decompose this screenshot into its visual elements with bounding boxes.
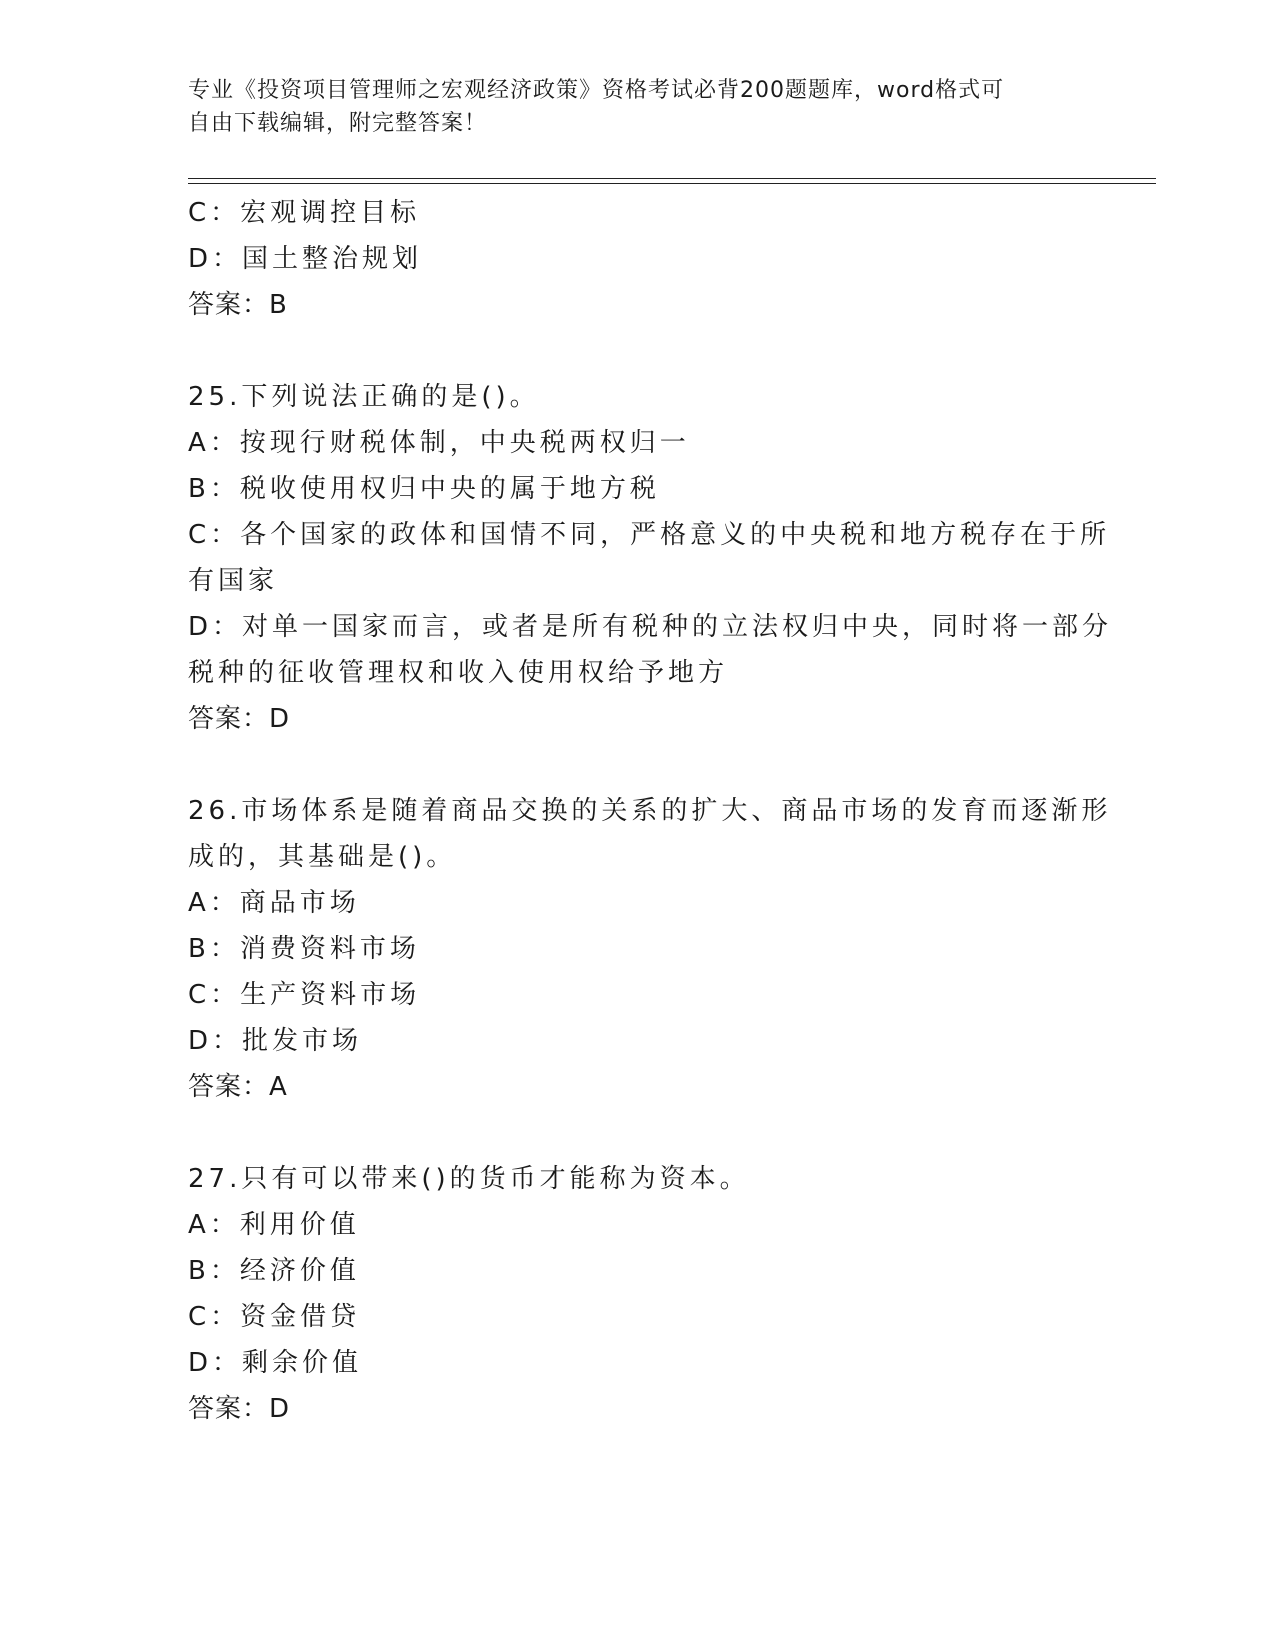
header-title-line-2: 自由下载编辑，附完整答案！ — [188, 111, 488, 136]
option-c: C：资金借贷 — [188, 1302, 361, 1332]
option-b: B：税收使用权归中央的属于地方税 — [188, 474, 660, 504]
option-a: A：商品市场 — [188, 888, 360, 918]
option-a: A：按现行财税体制，中央税两权归一 — [188, 428, 690, 458]
question-stem-line-1: 26.市场体系是随着商品交换的关系的扩大、商品市场的发育而逐渐形 — [188, 796, 1112, 826]
option-c: C：生产资料市场 — [188, 980, 421, 1010]
question-spacer — [188, 1110, 1088, 1156]
document-header — [188, 74, 1088, 140]
question-block-24 — [188, 190, 1088, 328]
option-c-line-2: 有国家 — [188, 566, 279, 596]
answer-label: 答案：D — [188, 704, 291, 734]
question-spacer — [188, 328, 1088, 374]
answer-label: 答案：B — [188, 290, 288, 320]
answer-label: 答案：A — [188, 1072, 288, 1102]
answer-label: 答案：D — [188, 1394, 291, 1424]
header-divider-top — [188, 178, 1156, 179]
option-c-line-1: C：各个国家的政体和国情不同，严格意义的中央税和地方税存在于所 — [188, 520, 1111, 550]
question-block-25 — [188, 374, 1113, 742]
header-title-line-1: 专业《投资项目管理师之宏观经济政策》资格考试必背200题题库，word格式可 — [188, 78, 1005, 103]
option-d: D：批发市场 — [188, 1026, 363, 1056]
question-block-26 — [188, 788, 1112, 1110]
option-a: A：利用价值 — [188, 1210, 360, 1240]
question-stem: 25.下列说法正确的是()。 — [188, 382, 540, 412]
option-d-line-2: 税种的征收管理权和收入使用权给予地方 — [188, 658, 729, 688]
question-stem: 27.只有可以带来()的货币才能称为资本。 — [188, 1164, 750, 1194]
option-b: B：经济价值 — [188, 1256, 360, 1286]
option-b: B：消费资料市场 — [188, 934, 420, 964]
question-spacer — [188, 742, 1088, 788]
header-divider-bottom — [188, 183, 1156, 184]
option-d-line-1: D：对单一国家而言，或者是所有税种的立法权归中央，同时将一部分 — [188, 612, 1113, 642]
option-d: D：剩余价值 — [188, 1348, 363, 1378]
question-list — [188, 190, 1113, 1432]
question-block-27 — [188, 1156, 1088, 1432]
question-stem-line-2: 成的，其基础是()。 — [188, 842, 457, 872]
option-d: D：国土整治规划 — [188, 244, 423, 274]
option-c: C：宏观调控目标 — [188, 198, 421, 228]
